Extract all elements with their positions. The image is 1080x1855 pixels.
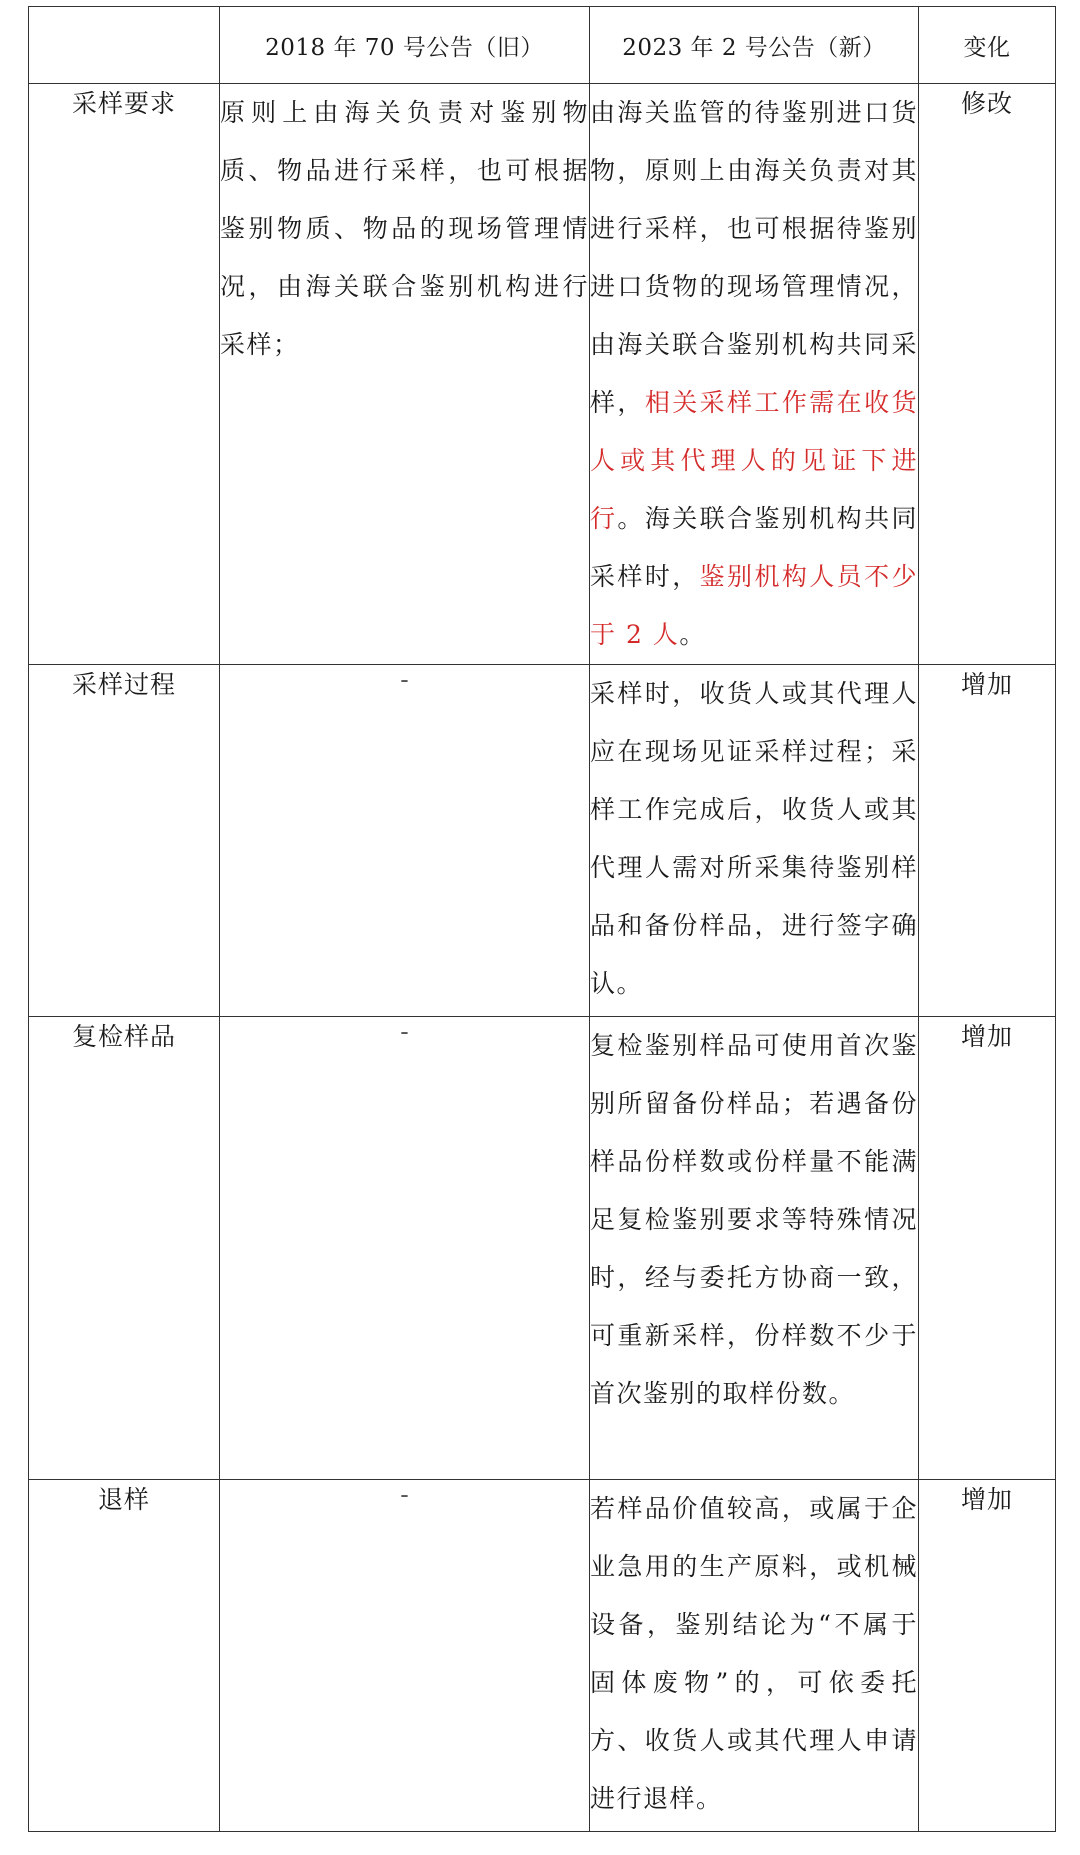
- header-cell-new: 2023 年 2 号公告（新）: [590, 7, 919, 84]
- header-cell-old: 2018 年 70 号公告（旧）: [220, 7, 590, 84]
- header-row: [29, 7, 1056, 84]
- old-rule-text: -: [220, 1480, 590, 1832]
- new-rule-part: 。: [679, 620, 706, 649]
- row-label: 退样: [29, 1480, 220, 1832]
- change-type: 修改: [919, 84, 1056, 665]
- new-rule-part: 由海关监管的待鉴别进口货物，原则上由海关负责对其进行采样，也可根据待鉴别进口货物的现场管理情况，由海关联合鉴别机构共同采样，: [590, 98, 918, 417]
- table-row: [29, 1480, 1056, 1832]
- header-cell-item: [29, 7, 220, 84]
- highlighted-change: 鉴别机构人员不少于 2 人: [590, 562, 918, 649]
- new-rule-text: [590, 84, 919, 665]
- highlighted-change: 相关采样工作需在收货人或其代理人的见证下进行: [590, 388, 918, 533]
- change-type: 增加: [919, 1017, 1056, 1480]
- row-label: 采样过程: [29, 665, 220, 1017]
- new-rule-text: 采样时，收货人或其代理人应在现场见证采样过程；采样工作完成后，收货人或其代理人需对所采集待鉴别样品和备份样品，进行签字确认。: [590, 665, 919, 1017]
- old-rule-text: -: [220, 1017, 590, 1480]
- header-cell-change: 变化: [919, 7, 1056, 84]
- comparison-table: [28, 6, 1056, 1832]
- row-label: 采样要求: [29, 84, 220, 665]
- new-rule-text: 若样品价值较高，或属于企业急用的生产原料，或机械设备，鉴别结论为“不属于固体废物”的，可依委托方、收货人或其代理人申请进行退样。: [590, 1480, 919, 1832]
- table-row: [29, 665, 1056, 1017]
- new-rule-text: 复检鉴别样品可使用首次鉴别所留备份样品；若遇备份样品份样数或份样量不能满足复检鉴别要求等特殊情况时，经与委托方协商一致，可重新采样，份样数不少于首次鉴别的取样份数。: [590, 1017, 919, 1480]
- table-row: [29, 84, 1056, 665]
- new-rule-part: 。海关联合鉴别机构共同采样时，: [590, 504, 918, 591]
- change-type: 增加: [919, 665, 1056, 1017]
- change-type: 增加: [919, 1480, 1056, 1832]
- table-row: [29, 1017, 1056, 1480]
- old-rule-text: -: [220, 665, 590, 1017]
- row-label: 复检样品: [29, 1017, 220, 1480]
- old-rule-text: 原则上由海关负责对鉴别物质、物品进行采样，也可根据鉴别物质、物品的现场管理情况，由海关联合鉴别机构进行采样；: [220, 84, 590, 665]
